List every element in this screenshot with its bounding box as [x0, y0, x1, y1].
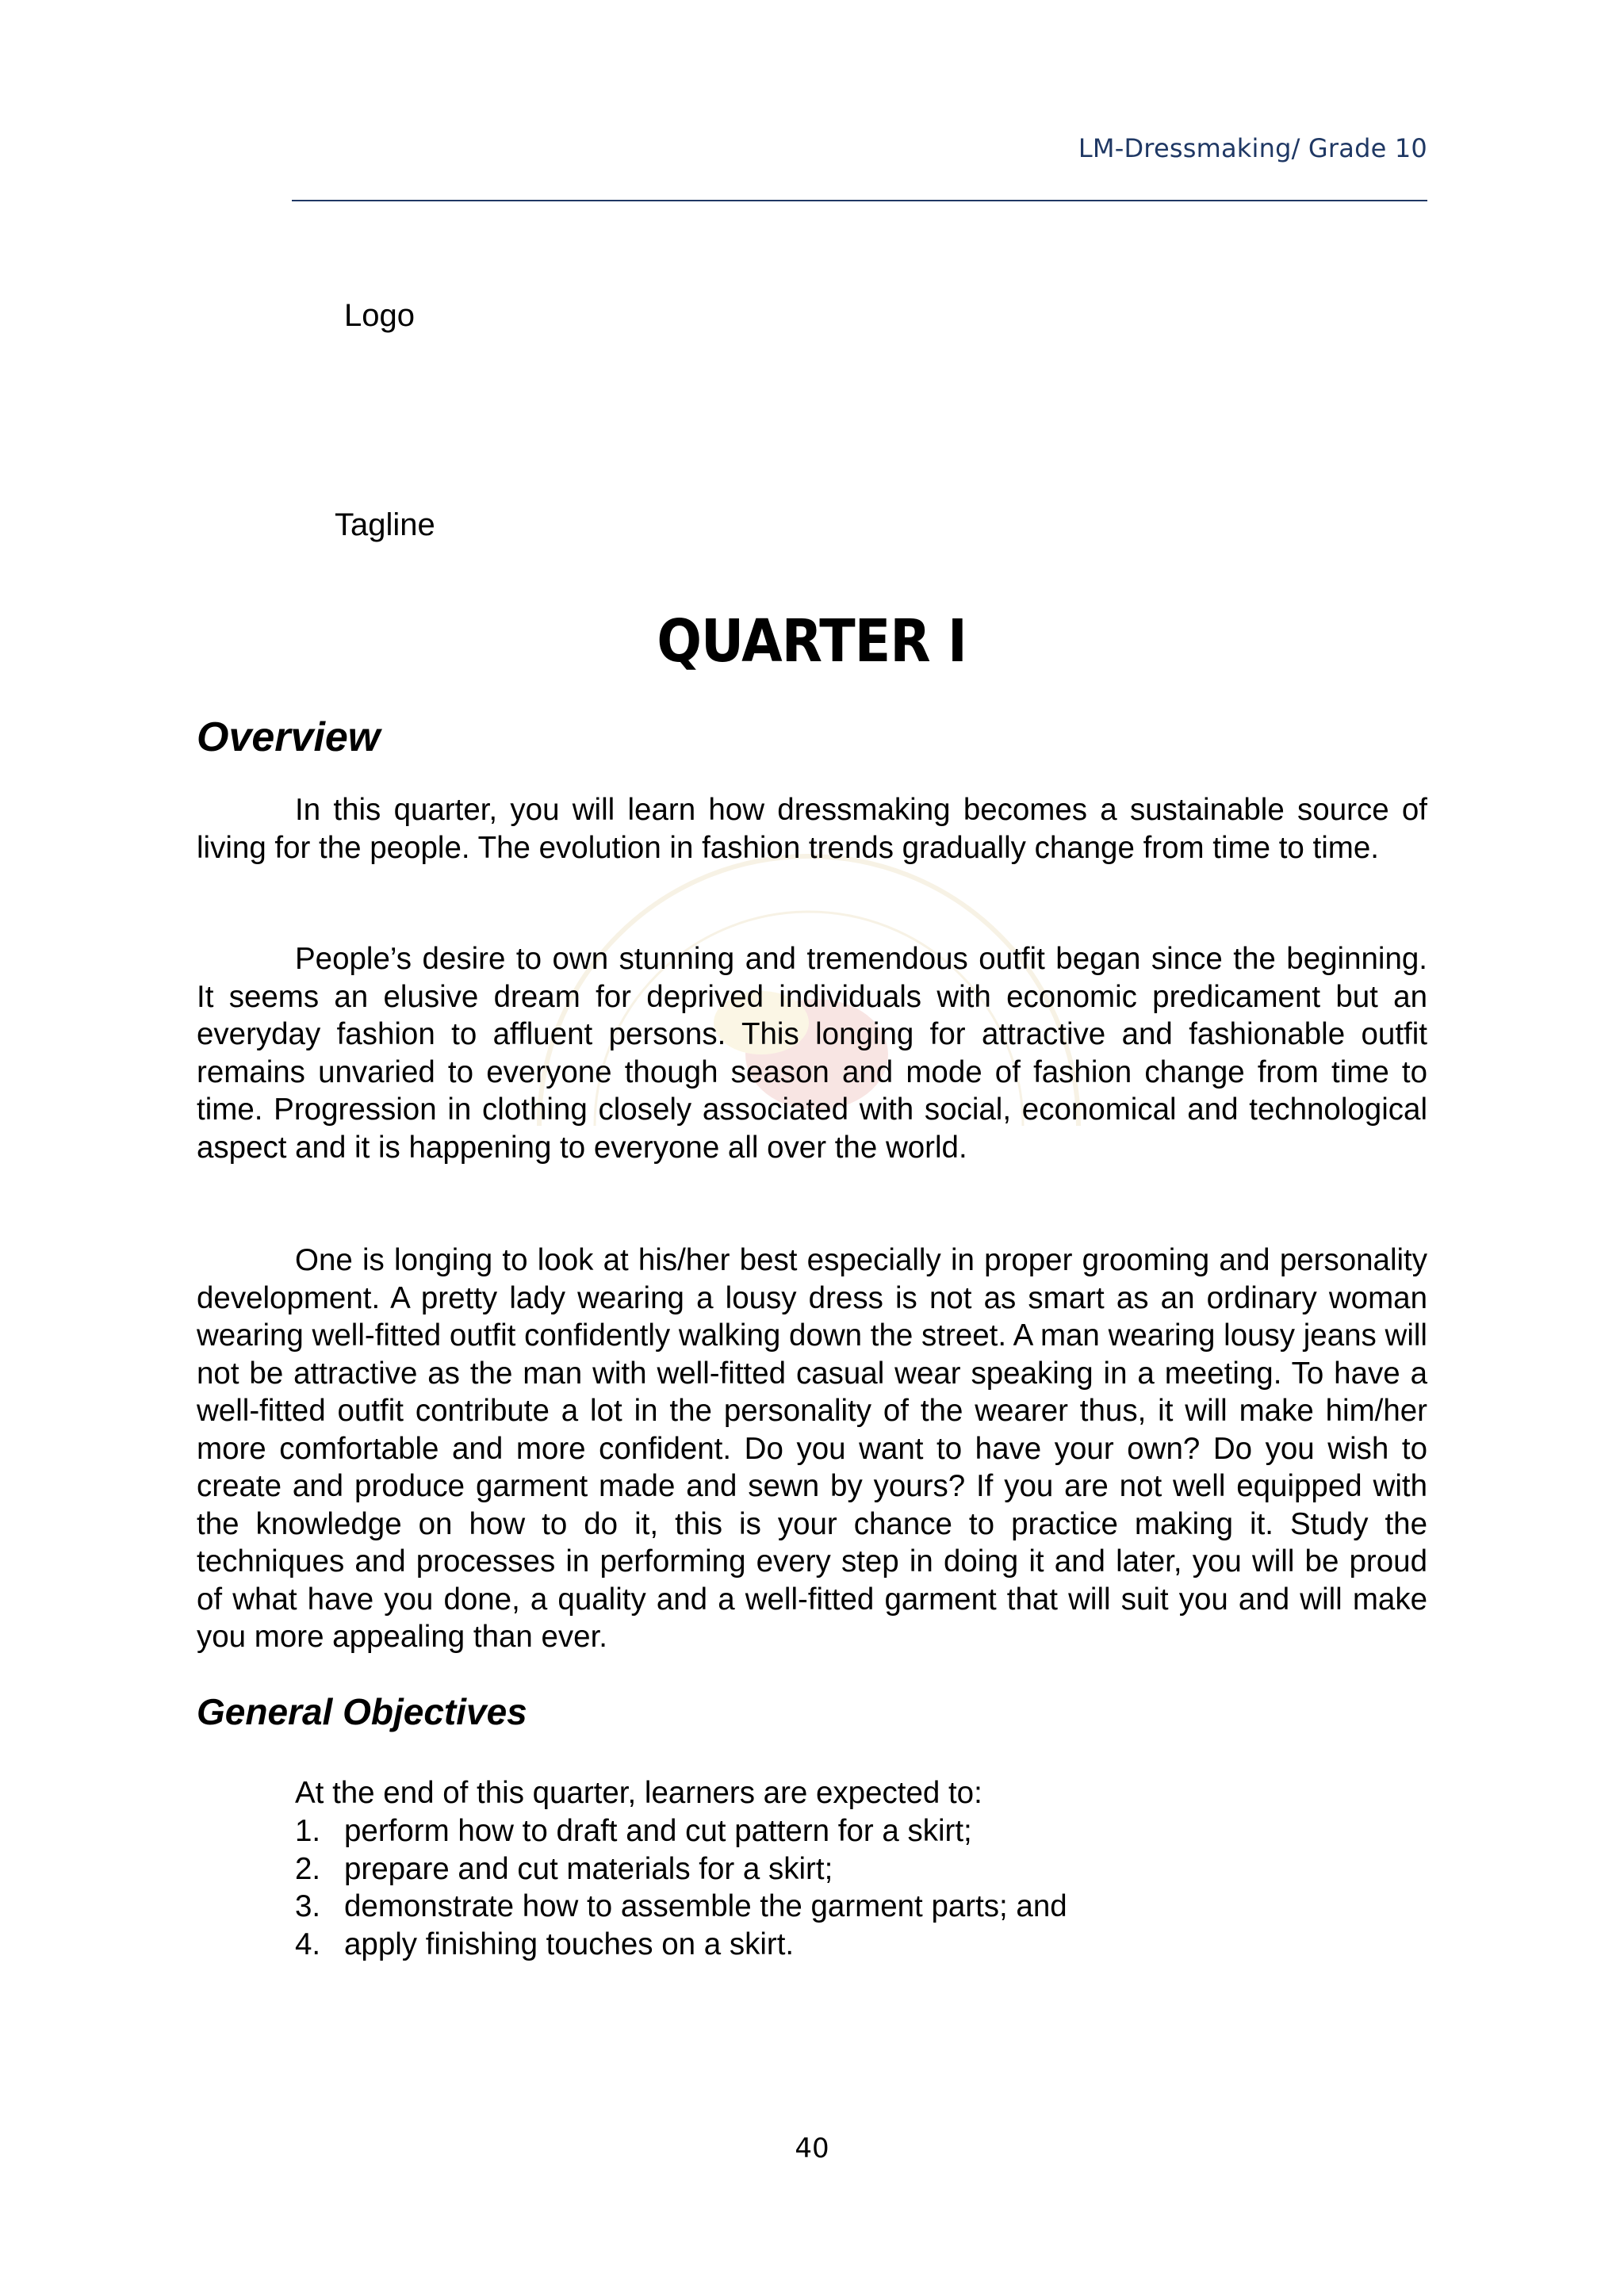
quarter-title: QUARTER I	[657, 607, 967, 675]
list-number: 2.	[295, 1851, 321, 1886]
running-head: LM-Dressmaking/ Grade 10	[1078, 133, 1427, 163]
list-item	[295, 1850, 1067, 1888]
list-item	[295, 1812, 1067, 1850]
objectives-list	[295, 1812, 1067, 1963]
list-number: 4.	[295, 1927, 321, 1961]
paragraph-text: One is longing to look at his/her best especially in proper grooming and personality development. A pretty lady wearing a lousy dress is not as smart as an ordinary woman wearing well-fitted outfit confidently walking down the street. A man wearing lousy jeans will not be attractive as the man with well-fitted casual wear speaking in a meeting. To have a well-fitted outfit contribute a lot in the personality of the wearer thus, it will make him/her more comfortable and more confident. Do you want to have your own? Do you wish to create and produce garment made and sewn by yours? If you are not well equipped with the knowledge on how to do it, this is your chance to practice making it. Study the techniques and processes in performing every step in doing it and later, you will be proud of what have you done, a quality and a well-fitted garment that will suit you and will make you more appealing than ever.	[197, 1243, 1427, 1654]
objectives-intro: At the end of this quarter, learners are expected to:	[295, 1776, 982, 1810]
objectives-heading: General Objectives	[197, 1691, 527, 1732]
overview-paragraph	[197, 940, 1427, 1166]
overview-heading: Overview	[197, 714, 381, 760]
list-item	[295, 1926, 1067, 1964]
list-number: 1.	[295, 1814, 321, 1848]
overview-paragraph	[197, 791, 1427, 867]
page-number: 40	[795, 2133, 829, 2164]
list-text: apply finishing touches on a skirt.	[344, 1927, 795, 1961]
header-rule	[292, 200, 1427, 201]
list-text: perform how to draft and cut pattern for a skirt;	[344, 1814, 972, 1848]
tagline-placeholder: Tagline	[335, 507, 435, 542]
logo-placeholder: Logo	[344, 298, 415, 333]
paragraph-text: People’s desire to own stunning and tremendous outfit began since the beginning. It seems an elusive dream for deprived individuals with economic predicament but an everyday fashion to affluent persons. This longing for attractive and fashionable outfit remains unvaried to everyone though season and mode of fashion change from time to time. Progression in clothing closely associated with social, economical and technological aspect and it is happening to everyone all over the world.	[197, 942, 1427, 1165]
list-text: demonstrate how to assemble the garment parts; and	[344, 1889, 1067, 1923]
list-item	[295, 1888, 1067, 1926]
paragraph-text: In this quarter, you will learn how dressmaking becomes a sustainable source of living for the people. The evolution in fashion trends gradually change from time to time.	[197, 793, 1427, 865]
list-text: prepare and cut materials for a skirt;	[344, 1851, 833, 1886]
list-number: 3.	[295, 1889, 321, 1923]
overview-paragraph	[197, 1242, 1427, 1656]
